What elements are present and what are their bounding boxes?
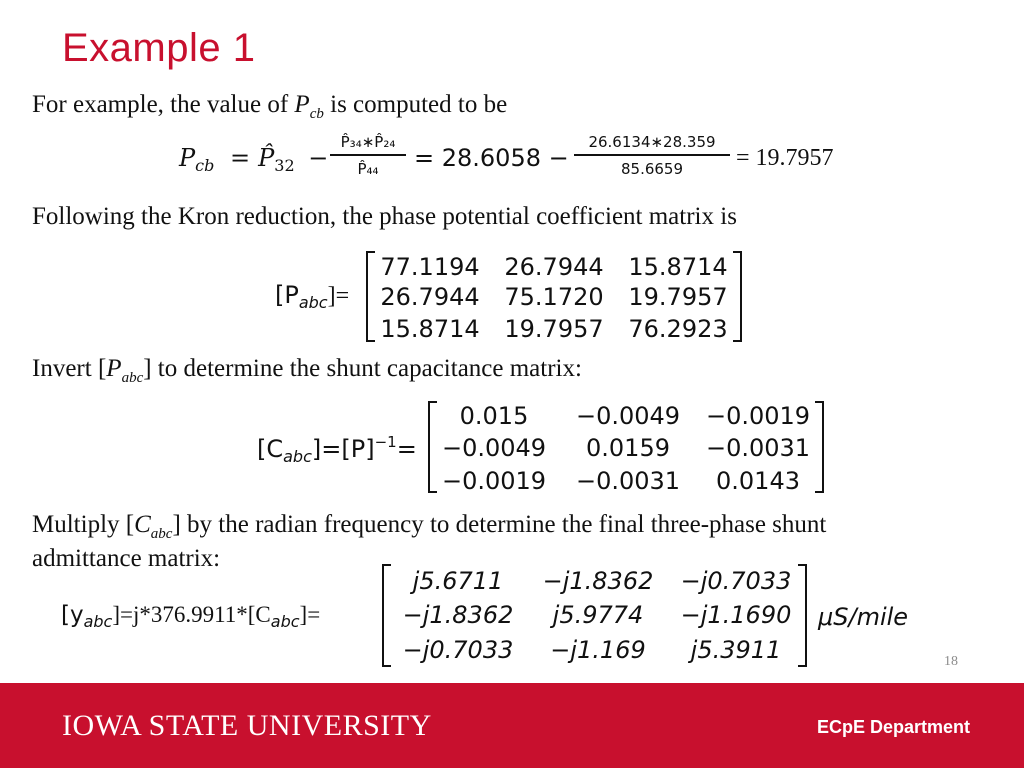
multiply-var: C <box>134 511 151 538</box>
intro-sub: cb <box>309 106 324 122</box>
department-label: ECpE Department <box>816 717 970 737</box>
y-label-sub2: abc <box>270 612 300 631</box>
multiply-before: Multiply [ <box>32 511 135 538</box>
c-matrix-label <box>257 435 417 465</box>
matrix-cell: 75.1720 <box>504 283 604 311</box>
unit-label: μS/mile <box>818 603 909 631</box>
matrix-cell: 19.7957 <box>628 283 728 311</box>
kron-text: Following the Kron reduction, the phase potential coefficient matrix is <box>32 203 737 230</box>
page-number: 18 <box>944 654 958 669</box>
c-label-end: = <box>396 435 417 463</box>
multiply-after: ] by the radian frequency to determine the final three-phase shunt <box>172 511 827 538</box>
fraction-numeric <box>574 133 730 178</box>
matrix-cell: 76.2923 <box>628 315 728 343</box>
multiply-text <box>32 512 826 542</box>
p-matrix-label <box>275 283 349 311</box>
pcb-lhs <box>179 146 328 174</box>
frac1-denominator: P̂₄₄ <box>357 159 379 178</box>
matrix-cell: j5.6711 <box>412 567 504 595</box>
matrix-cell: 19.7957 <box>504 315 604 343</box>
matrix-cell: j5.9774 <box>552 601 644 629</box>
matrix-cell: −0.0049 <box>441 434 547 462</box>
matrix-cell: j5.3911 <box>690 636 782 664</box>
invert-before: Invert [ <box>32 355 107 382</box>
y-matrix-label <box>61 603 320 630</box>
matrix-cell: −j1.8362 <box>402 601 514 629</box>
matrix-cell: 15.8714 <box>628 253 728 281</box>
multiply-sub: abc <box>150 526 173 542</box>
intro-before: For example, the value of <box>32 91 295 118</box>
matrix-cell: −j1.8362 <box>542 567 654 595</box>
matrix-cell: 0.0143 <box>716 467 800 495</box>
frac2-denominator: 85.6659 <box>620 159 684 178</box>
matrix-cell: 0.0159 <box>586 434 670 462</box>
matrix-cell: 0.015 <box>459 402 529 430</box>
matrix-cell: −0.0049 <box>575 402 681 430</box>
p-label-start: [P <box>275 281 299 309</box>
matrix-cell: 15.8714 <box>380 315 480 343</box>
p-label-sub: abc <box>298 293 328 312</box>
y-label-mid: ]=j*376.9911*[C <box>112 602 271 627</box>
p-matrix <box>366 251 742 342</box>
matrix-cell: −0.0019 <box>705 402 811 430</box>
matrix-cell: 26.7944 <box>504 253 604 281</box>
intro-var: P <box>294 91 310 118</box>
p32-sub: 32 <box>274 156 295 175</box>
matrix-cell: −0.0031 <box>705 434 811 462</box>
pcb-sub: cb <box>195 156 215 175</box>
matrix-cell: −0.0019 <box>441 467 547 495</box>
matrix-cell: −j1.169 <box>550 636 646 664</box>
matrix-cell: −j0.7033 <box>402 636 514 664</box>
pcb-result: = 19.7957 <box>736 145 834 171</box>
intro-text <box>32 92 507 122</box>
invert-after: ] to determine the shunt capacitance matrix: <box>143 355 582 382</box>
fraction-p34-p24-over-p44 <box>330 133 406 178</box>
c-label-sup: −1 <box>374 433 397 451</box>
intro-after: is computed to be <box>323 91 508 118</box>
frac2-numerator: 26.6134∗28.359 <box>588 133 716 151</box>
matrix-cell: −j0.7033 <box>680 567 792 595</box>
multiply-text-line2: admittance matrix: <box>32 545 221 572</box>
invert-sub: abc <box>121 370 144 386</box>
p32-symbol: P̂ <box>258 144 275 172</box>
footer-bar <box>0 683 1024 768</box>
pcb-symbol: P <box>179 144 196 172</box>
matrix-cell: 77.1194 <box>380 253 480 281</box>
y-label-start: [y <box>61 602 84 628</box>
invert-var: P <box>106 355 122 382</box>
university-logo: IOWA STATE UNIVERSITY <box>62 709 432 742</box>
pcb-minus: − <box>308 144 329 172</box>
y-matrix <box>382 564 807 667</box>
frac1-numerator: P̂₃₄∗P̂₂₄ <box>340 133 396 151</box>
p-bracket-right <box>733 251 742 342</box>
slide-title: Example 1 <box>62 26 256 70</box>
c-label-sub: abc <box>283 447 312 466</box>
pcb-equals: = <box>230 144 251 172</box>
invert-text <box>32 356 582 386</box>
matrix-cell: 26.7944 <box>380 283 480 311</box>
pcb-intermediate: = 28.6058 − <box>414 144 569 172</box>
c-matrix <box>428 401 824 493</box>
c-label-start: [C <box>257 435 284 463</box>
p-label-end: ]= <box>327 283 350 309</box>
y-label-end: ]= <box>299 602 321 627</box>
matrix-cell: −0.0031 <box>575 467 681 495</box>
y-label-sub: abc <box>83 612 113 631</box>
c-label-mid: ]=[P] <box>311 435 375 463</box>
matrix-cell: −j1.1690 <box>680 601 792 629</box>
